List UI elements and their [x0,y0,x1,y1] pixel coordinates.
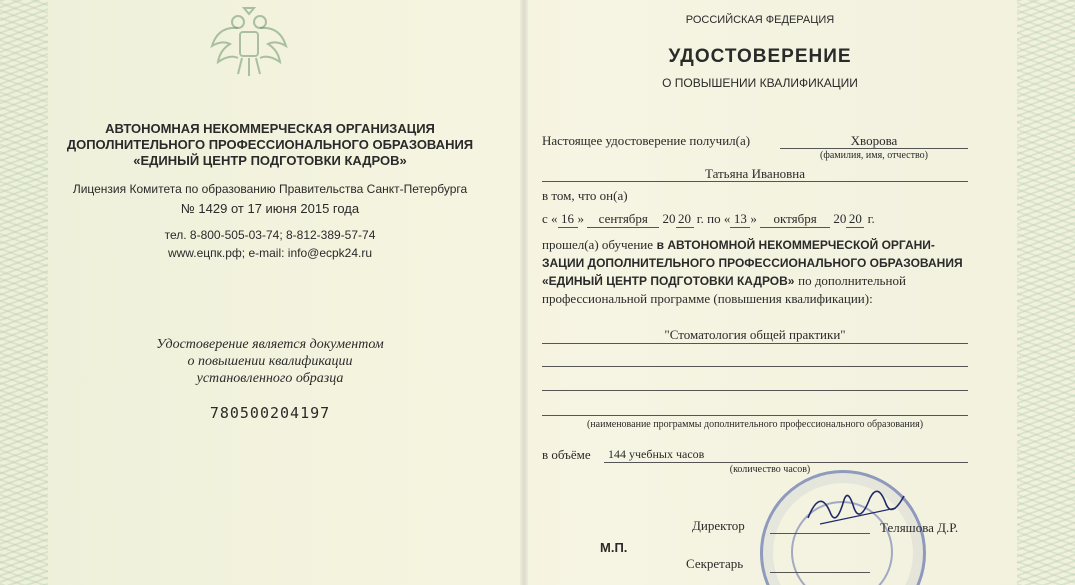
note-line-2: о повышении квалификации [187,354,353,369]
volume-line [604,462,968,463]
left-border-pattern [0,0,48,585]
org-line-3: «ЕДИНЫЙ ЦЕНТР ПОДГОТОВКИ КАДРОВ» [133,153,407,168]
name-hint: (фамилия, имя, отчество) [820,150,928,161]
license-line-2: № 1429 от 17 июня 2015 года [180,201,360,216]
year-prefix-1: 20 [662,211,676,226]
date-from-close: » [577,211,585,226]
license-block [40,180,500,218]
secretary-label: Секретарь [686,556,744,571]
training-paragraph [542,236,972,308]
volume-label: в объёме [542,447,591,462]
hours-hint: (количество часов) [729,464,811,475]
training-prefix: прошел(а) обучение [542,237,654,252]
year-prefix-2: 20 [833,211,847,226]
seal-place-label: М.П. [600,540,628,555]
surname-value: Хворова [850,133,898,148]
page-fold [520,0,528,585]
year-to: 20 [846,211,864,228]
date-row [542,211,875,228]
document-title: УДОСТОВЕРЕНИЕ [668,46,852,67]
program-line-4 [542,415,968,416]
given-names-value: Татьяна Ивановна [704,166,806,181]
in-that-label: в том, что он(а) [542,188,628,203]
program-hint: (наименование программы дополнительного профессионального образования) [586,419,924,430]
date-from-day: 16 [558,211,578,228]
year-suffix-1: г. по « [696,211,731,226]
org-line-2: ДОПОЛНИТЕЛЬНОГО ПРОФЕССИОНАЛЬНОГО ОБРАЗОВАНИЯ [66,137,474,152]
note-line-1: Удостоверение является документом [156,337,384,352]
volume-value: 144 учебных часов [608,447,705,461]
training-org-3: «ЕДИНЫЙ ЦЕНТР ПОДГОТОВКИ КАДРОВ» [542,274,795,288]
organization-name [60,121,480,169]
director-signature-line [770,533,870,534]
contacts-block [60,226,480,262]
coat-of-arms-icon [208,6,290,78]
date-from-prefix: с « [542,211,558,226]
date-to-day: 13 [730,211,750,228]
date-to-month: октября [760,211,830,228]
program-line-1 [542,343,968,344]
training-line-4: профессиональной программе (повышения квалификации): [542,291,873,306]
org-line-1: АВТОНОМНАЯ НЕКОММЕРЧЕСКАЯ ОРГАНИЗАЦИЯ [105,121,435,136]
training-line-3 [542,272,972,290]
training-org-1: в АВТОНОМНОЙ НЕКОММЕРЧЕСКОЙ ОРГАНИ- [656,238,935,252]
year-suffix-2: г. [867,211,875,226]
program-line-2 [542,366,968,367]
note-line-3: установленного образца [196,371,344,386]
date-from-month: сентября [587,211,659,228]
license-line-1: Лицензия Комитета по образованию Правительства Санкт-Петербурга [72,182,468,196]
country-label: РОССИЙСКАЯ ФЕДЕРАЦИЯ [685,14,835,26]
right-border-pattern [1017,0,1075,585]
document-subtitle: О ПОВЫШЕНИИ КВАЛИФИКАЦИИ [662,76,858,90]
director-name: Теляшова Д.Р. [880,520,959,535]
program-line-3 [542,390,968,391]
training-org-2: ЗАЦИИ ДОПОЛНИТЕЛЬНОГО ПРОФЕССИОНАЛЬНОГО ОБРАЗОВАНИЯ [542,256,963,270]
director-label: Директор [692,518,745,533]
program-name: "Стоматология общей практики" [664,327,846,342]
training-tail-3: по дополнительной [798,273,906,288]
validity-note [60,336,480,387]
training-line-1 [542,236,972,254]
date-to-close: » [750,211,757,226]
secretary-signature-line [770,572,870,573]
serial-number: 780500204197 [209,404,331,422]
year-from: 20 [676,211,694,228]
web-email-text: www.ецпк.рф; e-mail: info@ecpk24.ru [167,246,373,260]
received-label: Настоящее удостоверение получил(а) [542,133,751,148]
phone-text: тел. 8-800-505-03-74; 8-812-389-57-74 [164,228,376,242]
